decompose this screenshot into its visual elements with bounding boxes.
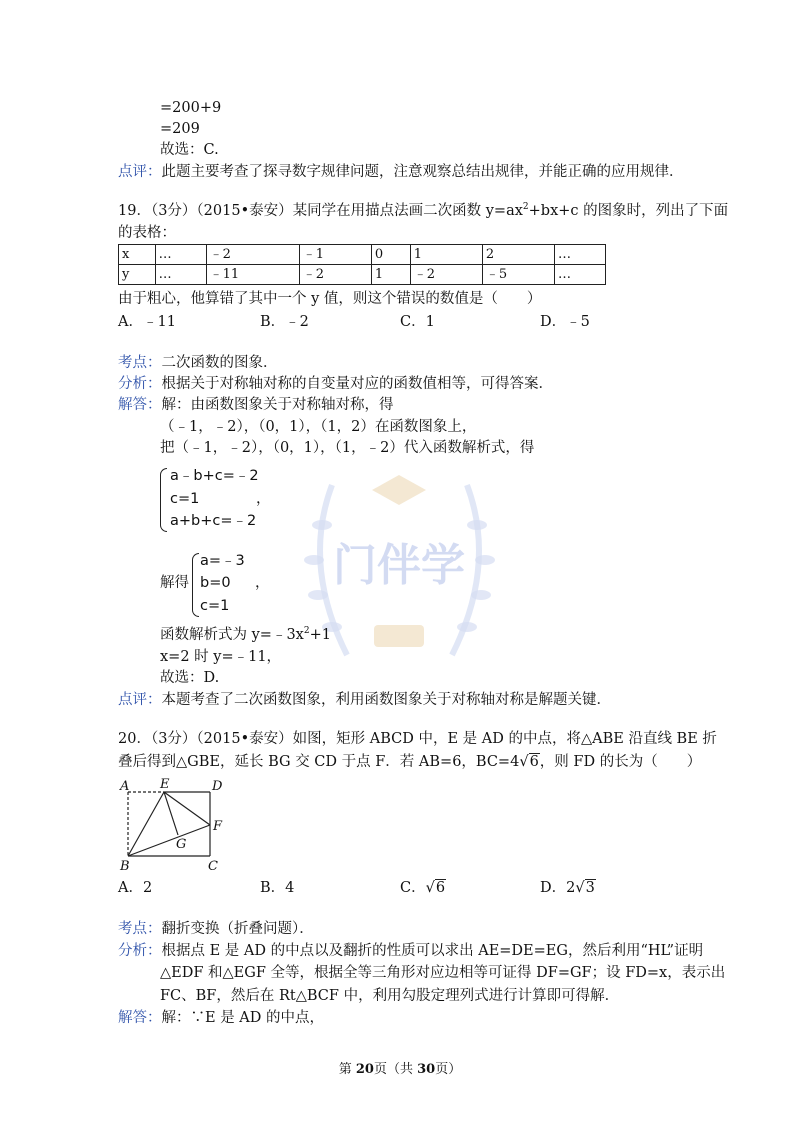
label-d: D [212,779,223,794]
radicand: 6 [435,880,446,896]
segment-bf [128,825,210,856]
solution-text: 解：∵E 是 AD 的中点， [161,1010,325,1026]
page-number: 20 [355,1062,374,1077]
fenxi-text: 根据关于对称轴对称的自变量对应的函数值相等，可得答案． [161,376,553,392]
q20-fenxi-3: FC、BF，然后在 Rt△BCF 中，利用勾股定理列式进行计算即可得解． [160,988,620,1004]
comment-label: 点评： [118,164,162,180]
label-a: A [120,779,130,794]
system1-eq1: a﹣b+c=﹣2 [170,468,259,484]
segment-ef [164,792,210,825]
kaodian-text: 翻折变换（折叠问题）． [161,921,314,937]
option-prefix: D．2 [540,880,576,896]
func-sup: 2 [303,626,310,636]
option-prefix: C． [400,880,426,896]
table-cell: ﹣2 [206,245,299,265]
radicand: 3 [585,880,595,896]
q19-option-b: B．﹣2 [260,314,309,330]
prev-line-2: =209 [160,121,200,137]
q19-question: 由于粗心，他算错了其中一个 y 值，则这个错误的数值是（ ） [118,291,542,307]
q19-option-d: D．﹣5 [540,314,590,330]
label-b: B [120,859,130,874]
comment-text: 此题主要考查了探寻数字规律问题，注意观察总结出规律，并能正确的应用规律． [161,164,684,180]
label-e: E [160,778,170,792]
q20-option-d [540,878,596,898]
q19-stem-sup: 2 [522,202,529,212]
footer-text: 页） [435,1062,462,1077]
q19-comment [118,690,611,710]
table-cell: … [155,245,206,265]
q19-stem-line2: 的表格： [118,225,176,241]
system2-eq2: b=0 [200,575,231,591]
fenxi-label: 分析： [118,376,162,392]
q19-sol-2: （﹣1，﹣2），（0，1），（1，2）在函数图象上， [160,419,477,435]
func-text: 函数解析式为 y=﹣3x [160,627,304,643]
segment-eg [164,792,178,835]
table-cell: ﹣2 [299,265,371,285]
segment-be [128,792,164,856]
radicand: 6 [529,754,539,770]
q19-stem [118,201,728,221]
q19-stem-text-2: +bx+c 的图象时，列出了下面 [528,203,729,219]
table-cell: ﹣5 [482,265,554,285]
system-brace [160,468,167,532]
table-cell: 1 [371,265,410,285]
q20-stem-text: 叠后得到△GBE，延长 BG 交 CD 于点 F．若 AB=6，BC=4 [118,754,520,770]
table-cell: … [554,245,605,265]
q19-fenxi [118,374,553,394]
total-pages: 30 [417,1062,436,1077]
table-row [119,265,606,285]
footer-text: 第 [338,1062,356,1077]
table-cell: 2 [482,245,554,265]
q19-x2: x=2 时 y=﹣11， [160,649,282,665]
prev-line-1: =200+9 [160,100,222,116]
table-cell: x [119,245,156,265]
q20-kaodian [118,919,314,939]
table-cell: y [119,265,156,285]
jieda-label: 解答： [118,1010,162,1026]
q20-option-b: B．4 [260,880,295,896]
prev-comment [118,162,684,182]
solve-label: 解得 [160,575,189,591]
watermark-text: 门伴学 [333,540,465,591]
system2-eq3: c=1 [200,598,230,614]
solution-text: 解：由函数图象关于对称轴对称，得 [161,397,394,413]
table-cell: … [155,265,206,285]
label-c: C [208,859,218,874]
q19-option-a: A．﹣11 [118,314,176,330]
system2-eq1: a=﹣3 [200,553,245,569]
prev-answer: 故选：C. [160,142,219,158]
table-cell: ﹣1 [299,245,371,265]
label-g: G [176,837,187,852]
table-cell: 0 [371,245,410,265]
sqrt-sign: √ [519,754,529,770]
watermark-logo [292,455,507,685]
kaodian-label: 考点： [118,355,162,371]
system-brace [192,553,199,617]
q19-sol-3: 把（﹣1，﹣2），（0，1），（1，﹣2）代入函数解析式，得 [160,440,535,456]
q19-kaodian [118,353,278,373]
q20-stem-line1: 20．（3分）（2015•泰安）如图，矩形 ABCD 中，E 是 AD 的中点，将△ABE 沿直线 BE 折 [118,731,717,747]
q19-stem-text: 19．（3分）（2015•泰安）某同学在用描点法画二次函数 y=ax [118,203,523,219]
rectangle-fold-figure [118,778,228,874]
q20-stem-line2 [118,752,701,772]
q19-answer: 故选：D. [160,670,220,686]
sqrt-sign: √ [575,880,585,896]
system2-tail: ， [255,575,270,591]
q20-jieda [118,1008,324,1028]
comment-label: 点评： [118,692,162,708]
q19-option-c: C．1 [400,314,435,330]
q20-fenxi-2: △EDF 和△EGF 全等，根据全等三角形对应边相等可证得 DF=GF；设 FD=x，表示出 [160,965,726,981]
kaodian-text: 二次函数的图象． [161,355,278,371]
system1-eq2: c=1 [170,491,200,507]
label-f: F [213,819,223,834]
footer-text: 页（共 [373,1062,418,1077]
q20-option-a: A．2 [118,880,153,896]
page-footer [0,1058,800,1077]
system1-tail: ， [256,491,271,507]
q20-option-c [400,878,446,898]
table-cell: 1 [410,245,482,265]
table-cell: ﹣2 [410,265,482,285]
table-cell: ﹣11 [206,265,299,285]
kaodian-label: 考点： [118,921,162,937]
q19-jieda [118,395,394,415]
func-text-2: +1 [309,627,331,643]
q19-value-table [118,244,606,285]
fenxi-text: 根据点 E 是 AD 的中点以及翻折的性质可以求出 AE=DE=EG，然后利用“HL”证明 [161,943,704,959]
q20-fenxi [118,941,703,961]
jieda-label: 解答： [118,397,162,413]
fenxi-label: 分析： [118,943,162,959]
q20-stem-text-2: ，则 FD 的长为（ ） [539,754,702,770]
system1-eq3: a+b+c=﹣2 [170,513,257,529]
comment-text: 本题考查了二次函数图象，利用函数图象关于对称轴对称是解题关键． [161,692,611,708]
table-row [119,245,606,265]
sqrt-sign: √ [425,880,435,896]
q19-func [160,625,331,645]
table-cell: … [554,265,605,285]
